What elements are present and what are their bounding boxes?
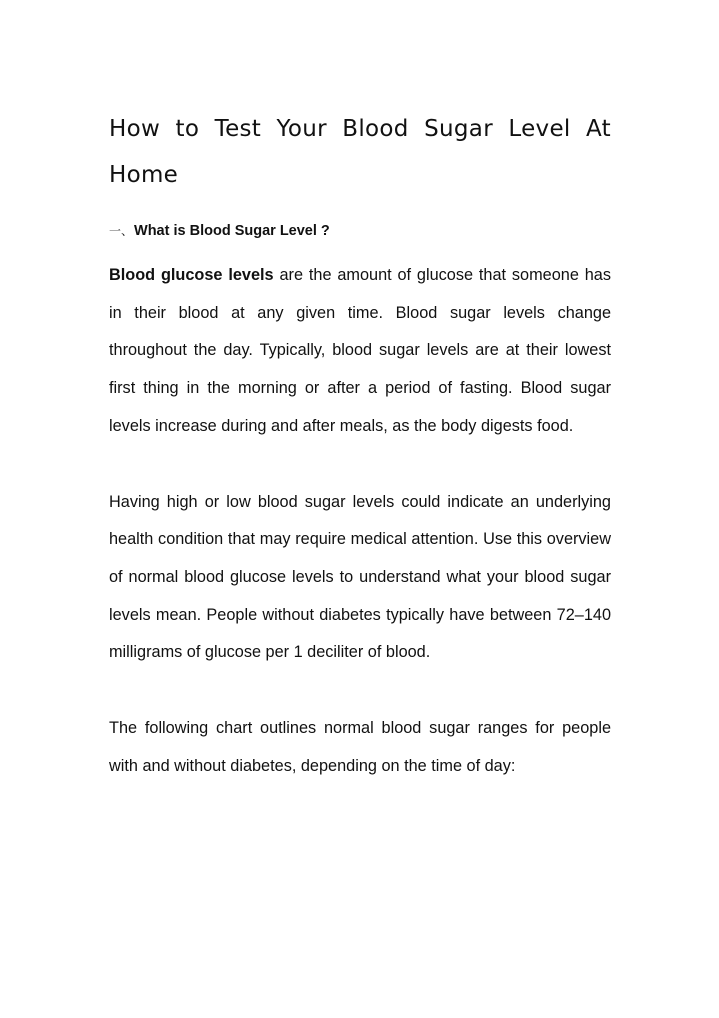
paragraph-spacer — [109, 446, 611, 484]
section-heading-text: What is Blood Sugar Level ? — [134, 223, 330, 239]
section-heading — [109, 219, 611, 243]
document-page — [109, 106, 611, 785]
paragraph-blood-glucose — [109, 257, 611, 446]
paragraph-high-low-levels: Having high or low blood sugar levels could indicate an underlying health condition that may require medical attention. Use this overview of normal blood glucose levels to understand what your blood sugar levels mean. People without diabetes typically have between 72–140 milligrams of glucose per 1 deciliter of blood. — [109, 492, 611, 662]
paragraph-chart-intro: The following chart outlines normal blood sugar ranges for people with and without diabetes, depending on the time of day: — [109, 719, 611, 775]
paragraph-body-text: are the amount of glucose that someone has in their blood at any given time. Blood sugar levels change throughout the day. Typically, blood sugar levels are at their lowest first thing in the morning or after a period of fasting. Blood sugar levels increase during and after meals, as the body digests food. — [109, 266, 611, 435]
paragraph-spacer — [109, 672, 611, 710]
document-title: How to Test Your Blood Sugar Level At Home — [109, 116, 611, 188]
section-marker: 一、 — [109, 224, 134, 238]
paragraph-bold-term: Blood glucose levels — [109, 266, 274, 284]
